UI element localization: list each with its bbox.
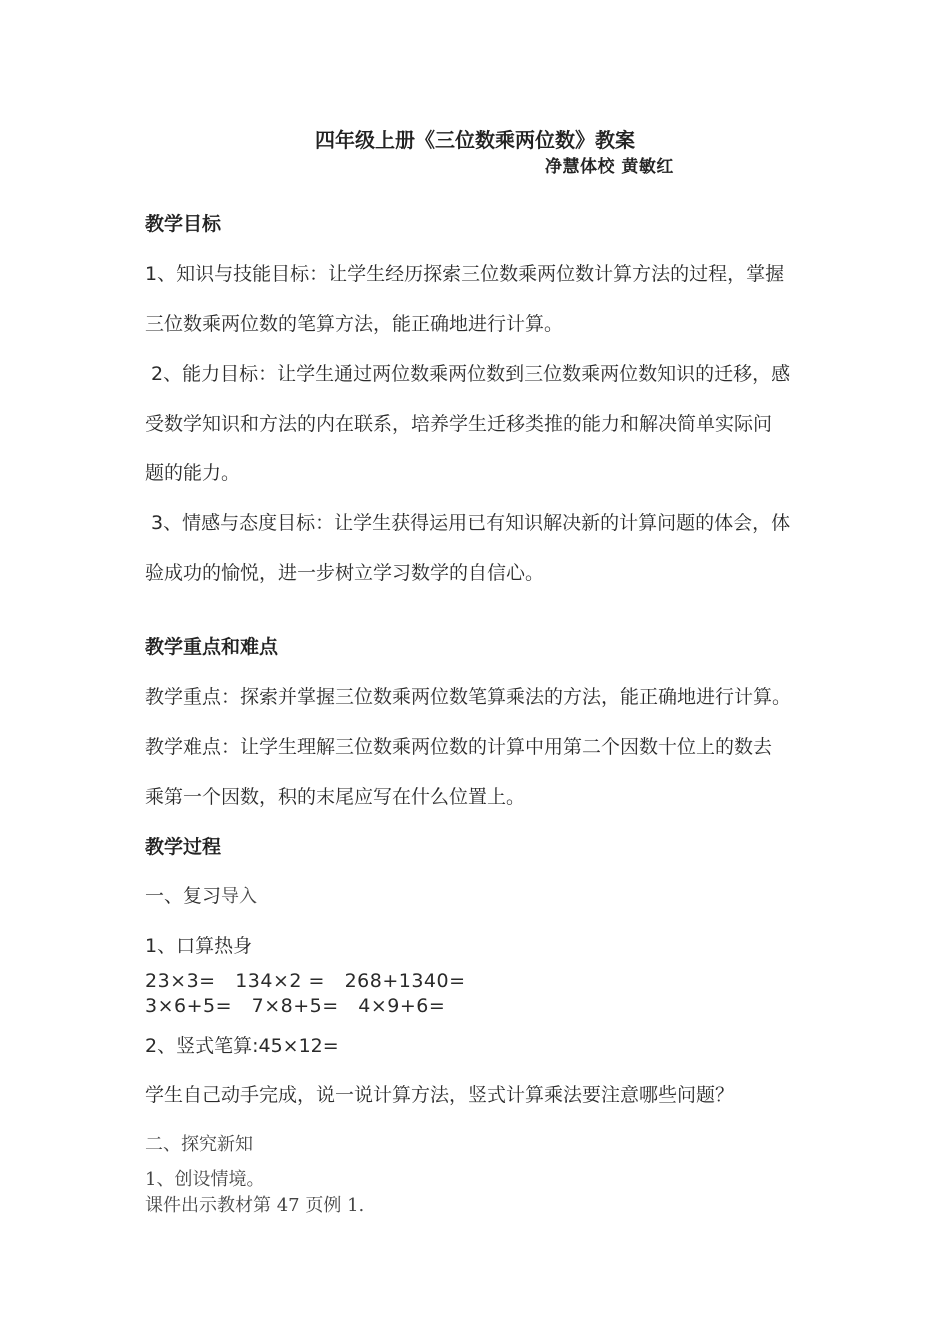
- difficulty-line1: 教学难点：让学生理解三位数乘两位数的计算中用第二个因数十位上的数去: [145, 736, 773, 758]
- warmup-line: 1、口算热身: [145, 935, 253, 957]
- goal1-line1: 1、知识与技能目标：让学生经历探索三位数乘两位数计算方法的过程，掌握: [145, 263, 785, 285]
- scenario-line: 1、创设情境。: [145, 1169, 265, 1190]
- difficulty-line2: 乘第一个因数，积的末尾应写在什么位置上。: [145, 786, 526, 808]
- student-task-line: 学生自己动手完成，说一说计算方法，竖式计算乘法要注意哪些问题？: [145, 1084, 735, 1106]
- document-title: 四年级上册《三位数乘两位数》教案: [315, 128, 635, 152]
- goals-heading: 教学目标: [145, 213, 222, 235]
- goal2-line2: 受数学知识和方法的内在联系，培养学生迁移类推的能力和解决简单实际问: [145, 413, 773, 435]
- part1-heading: [145, 885, 257, 908]
- vertical-calc-line: 2、竖式笔算:45×12=: [145, 1035, 339, 1057]
- keypoints-heading: 教学重点和难点: [145, 636, 279, 658]
- courseware-line: 课件出示教材第 47 页例 1.: [145, 1195, 365, 1216]
- part1-suffix: 导入: [221, 886, 258, 907]
- goal3-line1: 3、情感与态度目标：让学生获得运用已有知识解决新的计算问题的体会，体: [145, 512, 791, 534]
- author-line: 净慧体校 黄敏红: [545, 157, 674, 177]
- process-heading: 教学过程: [145, 836, 222, 858]
- calc-row-1: 23×3= 134×2 = 268+1340=: [145, 970, 466, 992]
- part1-prefix: 一、复习: [145, 885, 222, 907]
- part2-heading: 二、探究新知: [145, 1134, 253, 1155]
- calc-row-2: 3×6+5= 7×8+5= 4×9+6=: [145, 995, 446, 1017]
- goal1-line2: 三位数乘两位数的笔算方法，能正确地进行计算。: [145, 313, 564, 335]
- goal3-line2: 验成功的愉悦，进一步树立学习数学的自信心。: [145, 562, 545, 584]
- goal2-line3: 题的能力。: [145, 462, 241, 484]
- focus-line: 教学重点：探索并掌握三位数乘两位数笔算乘法的方法，能正确地进行计算。: [145, 686, 792, 708]
- goal2-line1: 2、能力目标：让学生通过两位数乘两位数到三位数乘两位数知识的迁移，感: [145, 363, 791, 385]
